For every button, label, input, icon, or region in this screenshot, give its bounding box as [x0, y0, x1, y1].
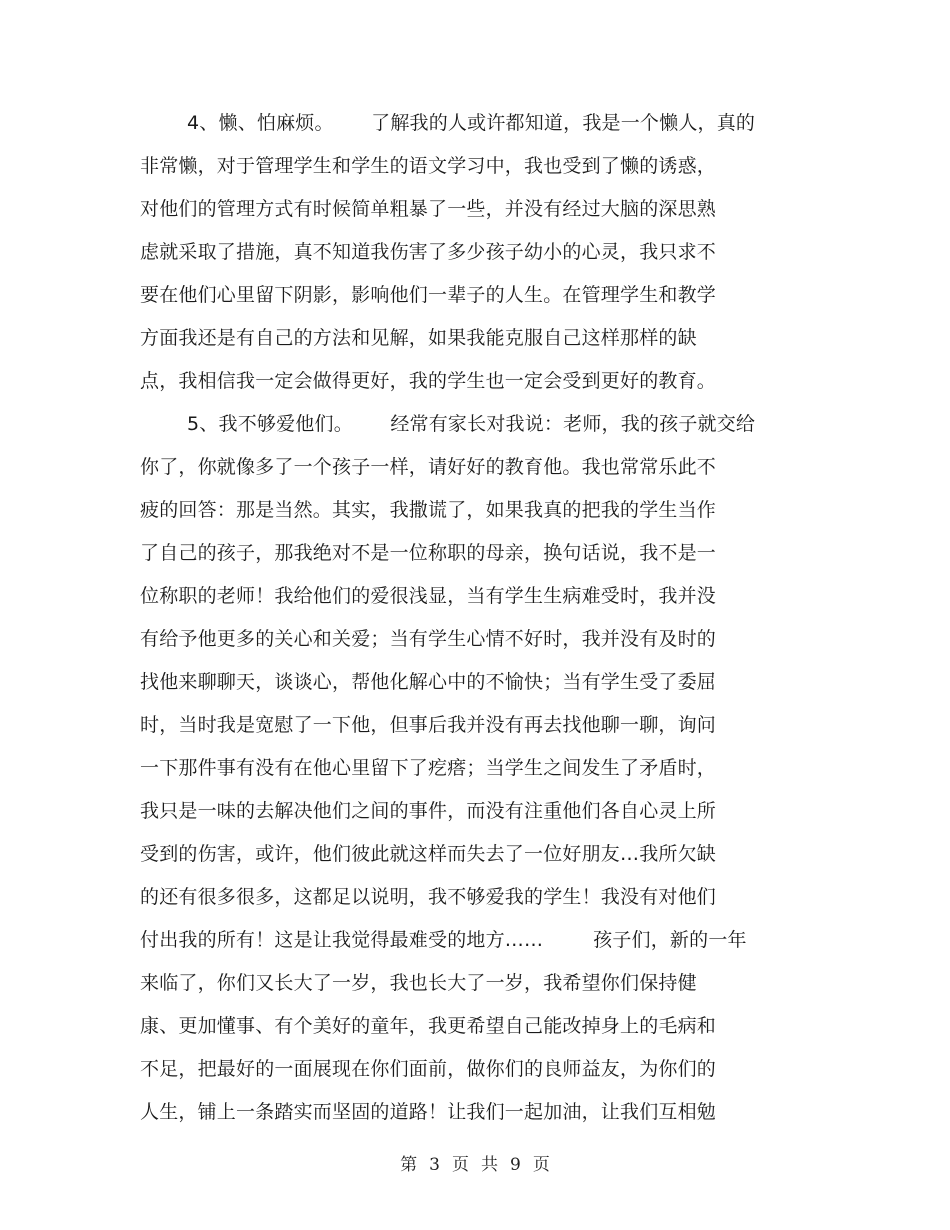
text-line: 付出我的所有！这是让我觉得最难受的地方…… 孩子们，新的一年 [140, 929, 747, 951]
text-line: 受到的伤害，或许，他们彼此就这样而失去了一位好朋友…我所欠缺 [140, 843, 717, 865]
text-line: 4、懒、怕麻烦。 了解我的人或许都知道，我是一个懒人，真的 [187, 112, 756, 134]
text-line: 你了，你就像多了一个孩子一样，请好好的教育他。我也常常乐此不 [140, 456, 717, 478]
text-line: 一下那件事有没有在他心里留下了疙瘩；当学生之间发生了矛盾时， [140, 757, 717, 779]
footer-ye: 页 [452, 1155, 469, 1175]
text-line: 的还有很多很多，这都足以说明，我不够爱我的学生！我没有对他们 [140, 886, 717, 908]
text-line: 有给予他更多的关心和关爱；当有学生心情不好时，我并没有及时的 [140, 628, 717, 650]
text-line: 人生，铺上一条踏实而坚固的道路！让我们一起加油，让我们互相勉 [140, 1101, 717, 1123]
page-footer [0, 1150, 950, 1175]
footer-di: 第 [400, 1155, 418, 1175]
text-line: 对他们的管理方式有时候简单粗暴了一些，并没有经过大脑的深思熟 [140, 198, 717, 220]
total-pages: 9 [510, 1155, 521, 1175]
text-line: 虑就采取了措施，真不知道我伤害了多少孩子幼小的心灵，我只求不 [140, 241, 717, 263]
footer-gong: 共 [481, 1155, 498, 1175]
text-line: 5、我不够爱他们。 经常有家长对我说：老师，我的孩子就交给 [187, 413, 756, 435]
text-line: 康、更加懂事、有个美好的童年，我更希望自己能改掉身上的毛病和 [140, 1015, 717, 1037]
text-line: 了自己的孩子，那我绝对不是一位称职的母亲，换句话说，我不是一 [140, 542, 717, 564]
text-line: 要在他们心里留下阴影，影响他们一辈子的人生。在管理学生和教学 [140, 284, 717, 306]
text-line: 疲的回答：那是当然。其实，我撒谎了，如果我真的把我的学生当作 [140, 499, 717, 521]
page-number: 3 [429, 1155, 440, 1175]
text-line: 非常懒，对于管理学生和学生的语文学习中，我也受到了懒的诱惑， [140, 155, 717, 177]
text-line: 方面我还是有自己的方法和见解，如果我能克服自己这样那样的缺 [140, 327, 697, 349]
text-line: 找他来聊聊天，谈谈心，帮他化解心中的不愉快；当有学生受了委屈 [140, 671, 717, 693]
text-line: 时，当时我是宽慰了一下他，但事后我并没有再去找他聊一聊，询问 [140, 714, 717, 736]
text-line: 来临了，你们又长大了一岁，我也长大了一岁，我希望你们保持健 [140, 972, 697, 994]
text-line: 不足，把最好的一面展现在你们面前，做你们的良师益友，为你们的 [140, 1058, 717, 1080]
text-line: 位称职的老师！我给他们的爱很浅显，当有学生生病难受时，我并没 [140, 585, 717, 607]
footer-ye-2: 页 [532, 1155, 550, 1175]
text-line: 点，我相信我一定会做得更好，我的学生也一定会受到更好的教育。 [140, 370, 717, 392]
text-line: 我只是一味的去解决他们之间的事件，而没有注重他们各自心灵上所 [140, 800, 717, 822]
